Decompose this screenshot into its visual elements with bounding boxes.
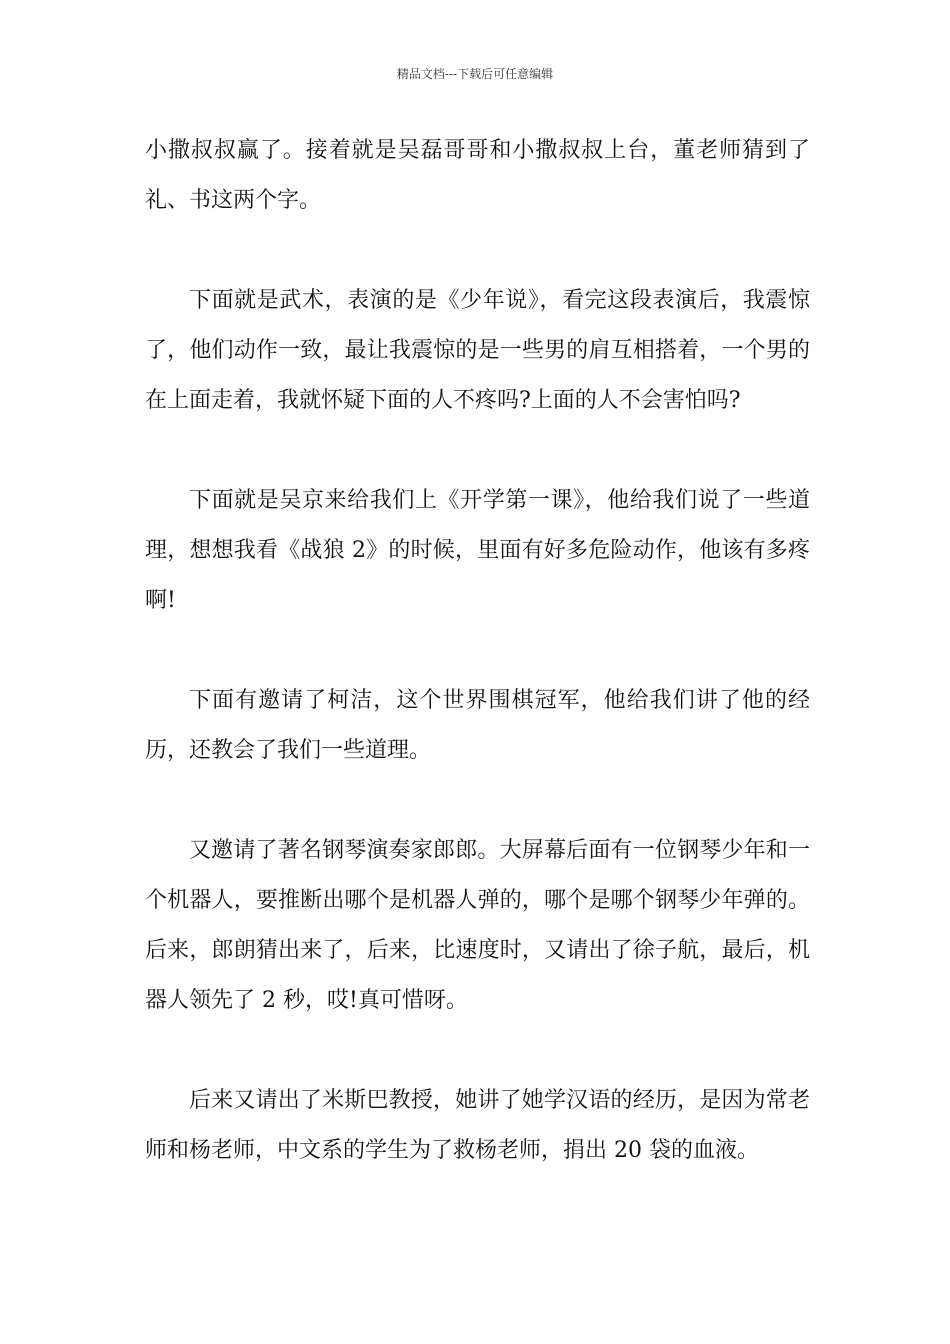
paragraph-4: 下面有邀请了柯洁，这个世界围棋冠军，他给我们讲了他的经历，还教会了我们一些道理。 — [145, 688, 810, 763]
paragraph-3: 下面就是吴京来给我们上《开学第一课》，他给我们说了一些道理，想想我看《战狼 2》的时候，里面有好多危险动作，他该有多疼啊! — [145, 488, 810, 613]
paragraph-2: 下面就是武术，表演的是《少年说》，看完这段表演后，我震惊了，他们动作一致，最让我震惊的是一些男的肩互相搭着，一个男的在上面走着，我就怀疑下面的人不疼吗?上面的人不会害怕吗? — [145, 288, 810, 413]
paragraph-1: 小撒叔叔赢了。接着就是吴磊哥哥和小撒叔叔上台，董老师猜到了礼、书这两个字。 — [145, 138, 810, 213]
paragraph-6: 后来又请出了米斯巴教授，她讲了她学汉语的经历，是因为常老师和杨老师，中文系的学生为了救杨老师，捐出 20 袋的血液。 — [145, 1088, 810, 1163]
paragraph-5: 又邀请了著名钢琴演奏家郎郎。大屏幕后面有一位钢琴少年和一个机器人，要推断出哪个是机器人弹的，哪个是哪个钢琴少年弹的。后来，郎朗猜出来了，后来，比速度时，又请出了徐子航，最后，机器人领先了 2 秒，哎!真可惜呀。 — [145, 838, 810, 1013]
page-header: 精品文档---下载后可任意编辑 — [396, 67, 554, 81]
document-body — [145, 126, 810, 1226]
